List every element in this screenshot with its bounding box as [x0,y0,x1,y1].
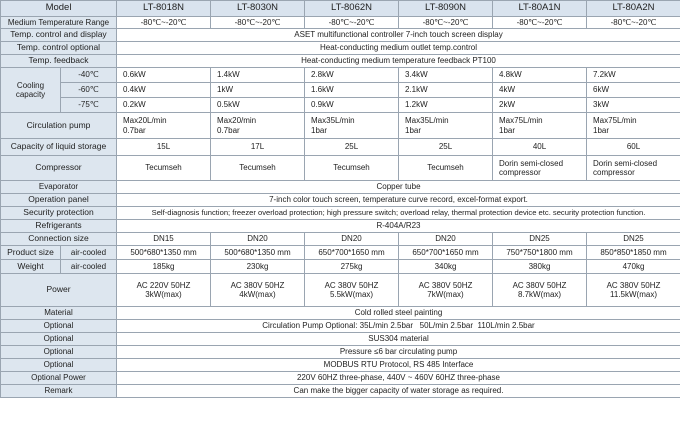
weight-row [1,260,680,274]
sub-label: air-cooled [61,260,117,274]
cell-line: 1bar [499,125,516,135]
model-name: LT-80A1N [493,1,587,17]
row-label: Power [1,274,117,307]
cell: DN25 [587,233,680,246]
cell: ASET multifunctional controller 7-inch touch screen display [117,29,680,42]
row-label: Operation panel [1,194,117,207]
cell: -80℃~-20℃ [305,17,399,29]
cell: 230kg [211,260,305,274]
cell-line: Max35L/min [311,116,355,126]
cell-line: 1bar [593,125,610,135]
cell: 4.8kW [493,68,587,83]
cell: DN15 [117,233,211,246]
cell-line: 3kW(max) [145,290,182,299]
product-size-row [1,246,680,260]
cell-line: 11.5kW(max) [610,290,657,299]
cell: 0.6kW [117,68,211,83]
evaporator-row [1,181,680,194]
cell: 1kW [211,83,305,98]
cell-line: AC 380V 50HZ [324,280,379,290]
cell: 25L [399,139,493,156]
cell: 275kg [305,260,399,274]
cell: 500*680*1350 mm [117,246,211,260]
row-label: Material [1,307,117,320]
cell: 7.2kW [587,68,680,83]
cell-line: 1bar [311,125,328,135]
temp-optional-row [1,42,680,55]
sub-label: air-cooled [61,246,117,260]
row-label: Compressor [1,156,117,181]
cell: Self-diagnosis function; freezer overload protection; high pressure switch; overload relay, thermal protection device etc. security protection function. [117,207,680,220]
optional-row [1,320,680,333]
model-name: LT-8030N [211,1,305,17]
security-row [1,207,680,220]
cell-line: 5.5kW(max) [329,290,374,299]
row-label: Optional [1,346,117,359]
cell: 40L [493,139,587,156]
row-label: Temp. control optional [1,42,117,55]
power-row [1,274,680,307]
cell-line: Max35L/min [405,116,449,126]
row-label: Weight [1,260,61,274]
row-label: Temp. feedback [1,55,117,68]
cell-line: Dorin semi-closed [593,158,658,168]
cell-line: 0.7bar [123,125,146,135]
cell-line: 7kW(max) [427,290,464,299]
cell: 7-inch color touch screen, temperature curve record, excel-format export. [117,194,680,207]
cell: 60L [587,139,680,156]
cell: Heat-conducting medium outlet temp.control [117,42,680,55]
row-label: Evaporator [1,181,117,194]
cell-line: AC 380V 50HZ [230,280,285,290]
cell: DN20 [305,233,399,246]
cell: MODBUS RTU Protocol, RS 485 Interface [117,359,680,372]
sub-label: -40℃ [61,68,117,83]
cell: 220V 60HZ three-phase, 440V ~ 460V 60HZ three-phase [117,372,680,385]
cell-line: Max20L/min [123,116,167,126]
cell: 3kW [587,98,680,113]
model-name: LT-80A2N [587,1,680,17]
cell-line: AC 220V 50HZ [136,280,191,290]
temp-feedback-row [1,55,680,68]
row-label: Cooling capacity [1,68,61,113]
cell: 2kW [493,98,587,113]
operation-row [1,194,680,207]
cell: 2.1kW [399,83,493,98]
connection-row [1,233,680,246]
model-label: Model [1,1,117,17]
cell-line: Max75L/min [593,116,637,126]
row-label: Temp. control and display [1,29,117,42]
cell-line: compressor [499,168,541,177]
cell: 17L [211,139,305,156]
cell: 340kg [399,260,493,274]
row-label: Product size [1,246,61,260]
remark-row [1,385,680,398]
cell-line: compressor [593,168,635,177]
model-name: LT-8090N [399,1,493,17]
cooling-row [1,68,680,83]
cell: Pressure ≤6 bar circulating pump [117,346,680,359]
cell: 2.8kW [305,68,399,83]
cell: 0.2kW [117,98,211,113]
cell: -80℃~-20℃ [211,17,305,29]
cell: DN20 [211,233,305,246]
cell: 3.4kW [399,68,493,83]
material-row [1,307,680,320]
cell: R-404A/R23 [117,220,680,233]
cell: 750*750*1800 mm [493,246,587,260]
cell: 0.9kW [305,98,399,113]
row-label: Security protection [1,207,117,220]
model-name: LT-8062N [305,1,399,17]
cell: 850*850*1850 mm [587,246,680,260]
row-label: Optional [1,333,117,346]
cell: 650*700*1650 mm [305,246,399,260]
sub-label: -60℃ [61,83,117,98]
refrigerants-row [1,220,680,233]
cell-line: Tecumseh [333,163,370,173]
cell-line: Dorin semi-closed [499,158,564,168]
cell: 1.4kW [211,68,305,83]
cell: 650*700*1650 mm [399,246,493,260]
pump-row [1,113,680,139]
cell-line: 4kW(max) [239,290,276,299]
cell-line: Tecumseh [145,163,182,173]
cell: SUS304 material [117,333,680,346]
cell-line: Tecumseh [427,163,464,173]
cell-line: AC 380V 50HZ [512,280,567,290]
row-label: Remark [1,385,117,398]
cell: -80℃~-20℃ [587,17,680,29]
cell-line: AC 380V 50HZ [418,280,473,290]
row-label: Optional [1,359,117,372]
cell: 4kW [493,83,587,98]
row-label: Optional [1,320,117,333]
row-label: Refrigerants [1,220,117,233]
row-label: Medium Temperature Range [1,17,117,29]
cell: 470kg [587,260,680,274]
cell: 0.4kW [117,83,211,98]
sub-label: -75℃ [61,98,117,113]
cell: Cold rolled steel painting [117,307,680,320]
range-row [1,17,680,29]
cell: 380kg [493,260,587,274]
row-label: Capacity of liquid storage [1,139,117,156]
cooling-row [1,98,680,113]
cell: 6kW [587,83,680,98]
cell-line: AC 380V 50HZ [606,280,661,290]
cell: 15L [117,139,211,156]
model-name: LT-8018N [117,1,211,17]
cell-line: 8.7kW(max) [517,290,562,299]
compressor-row [1,156,680,181]
row-label: Circulation pump [1,113,117,139]
cell: DN20 [399,233,493,246]
cell: 1.6kW [305,83,399,98]
cell: Can make the bigger capacity of water storage as required. [117,385,680,398]
optional-row [1,359,680,372]
temp-control-row [1,29,680,42]
cell: 500*680*1350 mm [211,246,305,260]
cell: DN25 [493,233,587,246]
cell: 185kg [117,260,211,274]
header-row [1,1,680,17]
cell-line: Tecumseh [239,163,276,173]
optional-row [1,333,680,346]
cell: -80℃~-20℃ [493,17,587,29]
optional-row [1,346,680,359]
cell: 0.5kW [211,98,305,113]
cell: -80℃~-20℃ [117,17,211,29]
row-label: Connection size [1,233,117,246]
cell: Circulation Pump Optional: 35L/min 2.5bar 50L/min 2.5bar 110L/min 2.5bar [117,320,680,333]
cell: -80℃~-20℃ [399,17,493,29]
cell-line: Max75L/min [499,116,543,126]
storage-row [1,139,680,156]
cell: Heat-conducting medium temperature feedback PT100 [117,55,680,68]
cell: Copper tube [117,181,680,194]
row-label: Optional Power [1,372,117,385]
cell-line: 1bar [405,125,422,135]
cooling-row [1,83,680,98]
cell: 25L [305,139,399,156]
cell: 1.2kW [399,98,493,113]
cell-line: 0.7bar [217,125,240,135]
optional-power-row [1,372,680,385]
cell-line: Max20/min [217,116,257,126]
